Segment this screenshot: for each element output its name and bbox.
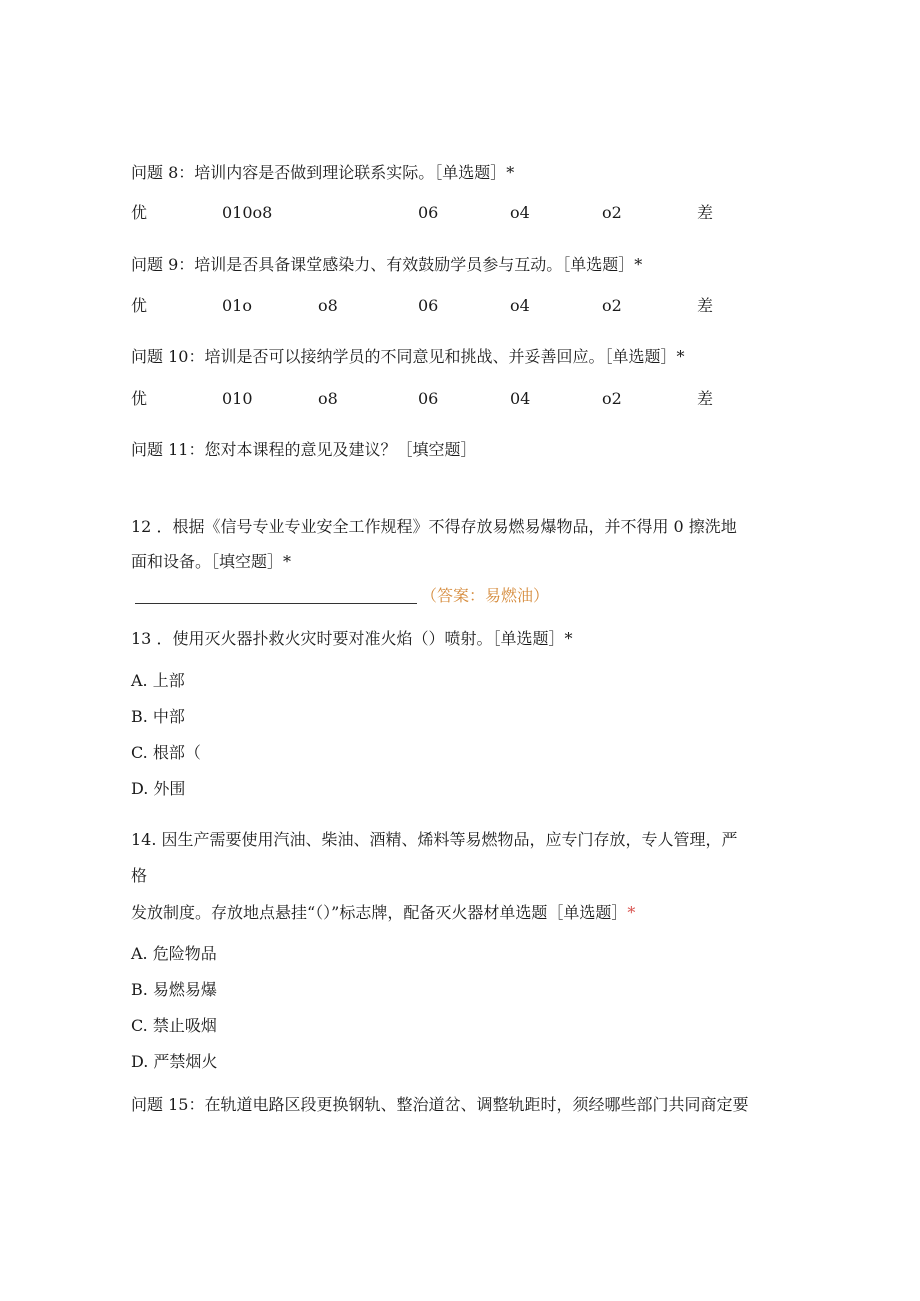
q12-line-2: 面和设备。［填空题］* [131, 552, 292, 571]
q9-scale-6[interactable]: 06 [418, 296, 439, 315]
q10-scale-worst[interactable]: 差 [697, 389, 714, 408]
q10-scale-4[interactable]: 04 [510, 389, 531, 408]
q14-line-2: 格 [131, 866, 148, 885]
q10-title: 问题 10：培训是否可以接纳学员的不同意见和挑战、并妥善回应。［单选题］* [131, 347, 685, 366]
q8-scale-6[interactable]: 06 [418, 203, 439, 222]
q14-option-c[interactable]: C. 禁止吸烟 [131, 1016, 217, 1035]
q14-required-star: * [627, 903, 636, 922]
q14-line-3 [131, 903, 635, 923]
q9-scale-best[interactable]: 优 [131, 296, 148, 315]
q8-scale-best[interactable]: 优 [131, 203, 148, 222]
q11-title: 问题 11：您对本课程的意见及建议？［填空题］ [131, 440, 477, 459]
q10-scale-2[interactable]: o2 [602, 389, 622, 408]
q8-title: 问题 8：培训内容是否做到理论联系实际。［单选题］* [131, 163, 515, 182]
q10-scale-best[interactable]: 优 [131, 389, 148, 408]
q15-title: 问题 15：在轨道电路区段更换钢轨、整治道岔、调整轨距时，须经哪些部门共同商定要 [131, 1095, 749, 1114]
q12-answer: （答案：易燃油） [421, 586, 550, 605]
q8-scale-4[interactable]: o4 [510, 203, 530, 222]
q14-line-3-text: 发放制度。存放地点悬挂“（）”标志牌，配备灭火器材单选题［单选题］ [131, 903, 628, 922]
q13-option-c[interactable]: C. 根部（ [131, 743, 201, 762]
q13-option-b[interactable]: B. 中部 [131, 707, 185, 726]
q9-scale-worst[interactable]: 差 [697, 296, 714, 315]
q13-option-a[interactable]: A. 上部 [131, 671, 185, 690]
q9-scale-8[interactable]: o8 [318, 296, 338, 315]
q8-scale-worst[interactable]: 差 [697, 203, 714, 222]
q14-option-d[interactable]: D. 严禁烟火 [131, 1052, 218, 1071]
q9-title: 问题 9：培训是否具备课堂感染力、有效鼓励学员参与互动。［单选题］* [131, 255, 643, 274]
q10-scale-8[interactable]: o8 [318, 389, 338, 408]
q9-scale-10[interactable]: 01o [222, 296, 252, 315]
q8-scale-2[interactable]: o2 [602, 203, 622, 222]
q9-scale-4[interactable]: o4 [510, 296, 530, 315]
q14-option-a[interactable]: A. 危险物品 [131, 944, 217, 963]
q12-answer-input[interactable] [135, 603, 417, 604]
q14-option-b[interactable]: B. 易燃易爆 [131, 980, 217, 999]
q14-line-1: 14. 因生产需要使用汽油、柴油、酒精、烯料等易燃物品，应专门存放，专人管理，严 [131, 830, 738, 849]
q9-scale-2[interactable]: o2 [602, 296, 622, 315]
q8-scale-10-8[interactable]: 010o8 [222, 203, 273, 222]
q13-title: 13 ．使用灭火器扑救火灾时要对准火焰（）喷射。［单选题］* [131, 629, 573, 648]
q13-option-d[interactable]: D. 外围 [131, 779, 186, 798]
q12-line-1: 12 ．根据《信号专业专业安全工作规程》不得存放易燃易爆物品，并不得用 0 擦洗地 [131, 517, 737, 536]
q10-scale-6[interactable]: 06 [418, 389, 439, 408]
q10-scale-10[interactable]: 010 [222, 389, 253, 408]
